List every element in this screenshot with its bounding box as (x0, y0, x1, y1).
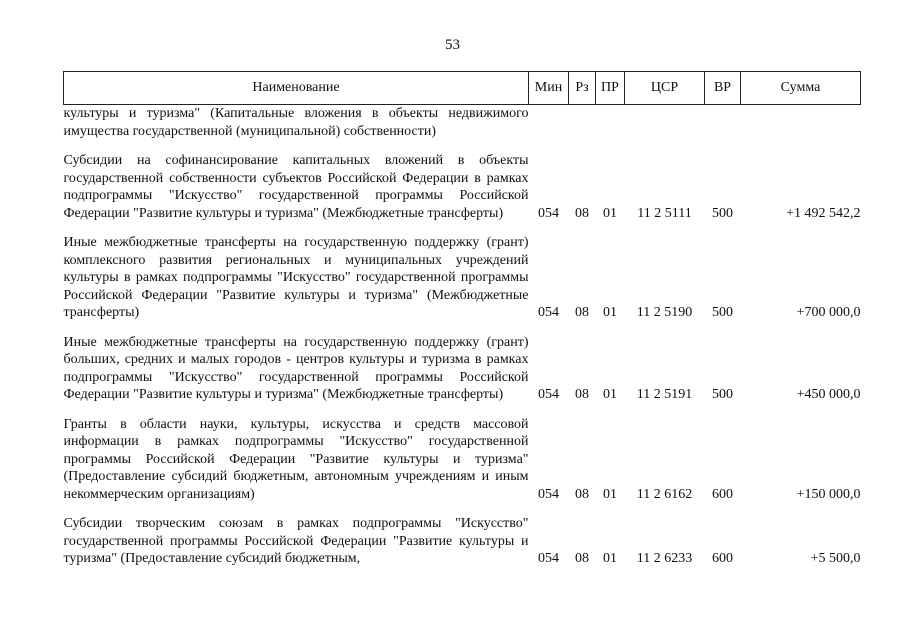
row-rz: 08 (575, 305, 589, 320)
row-sum: +150 000,0 (796, 486, 861, 502)
row-min: 054 (538, 387, 559, 402)
table-row (64, 334, 861, 404)
row-sum: +1 492 542,2 (786, 205, 861, 221)
row-pr: 01 (603, 305, 617, 320)
row-min: 054 (538, 205, 559, 221)
row-rz: 08 (575, 205, 589, 221)
row-vr: 600 (712, 486, 733, 502)
row-rz: 08 (575, 486, 589, 502)
table-row (64, 152, 861, 222)
table-row (64, 234, 861, 322)
row-name: Субсидии творческим союзам в рамках подпрограммы "Искусство" государственной программы Российской Федерации "Развитие культуры и туризма" (Предоставление субсидий бюджетным, (63, 516, 529, 566)
row-pr: 01 (603, 387, 617, 402)
row-csr: 11 2 5191 (636, 387, 693, 402)
header-name: Наименование (64, 72, 529, 105)
row-name: Субсидии на софинансирование капитальных вложений в объекты государственной собственности субъектов Российской Федерации в рамках подпрограммы "Искусство" государственной программы Российской Федерации "Развитие культуры и туризма" (Межбюджетные трансферты) (63, 153, 529, 221)
row-name: Гранты в области науки, культуры, искусства и средств массовой информации в рамках подпрограммы "Искусство" государственной программы Российской Федерации "Развитие культуры и туризма" (Предоставление субсидий бюджетным, автономным учреждениям и иным некоммерческим организациям) (63, 416, 529, 502)
row-csr (625, 105, 705, 141)
row-min: 054 (538, 486, 559, 502)
row-name: культуры и туризма" (Капитальные вложения в объекты недвижимого имущества государственной (муниципальной) собственности) (63, 106, 529, 139)
header-csr: ЦСР (625, 72, 705, 105)
row-name: Иные межбюджетные трансферты на государственную поддержку (грант) комплексного развития региональных и муниципальных учреждений культуры в рамках подпрограммы "Искусство" государственной программы Российской Федерации "Развитие культуры и туризма" (Межбюджетные трансферты) (63, 235, 529, 320)
header-sum: Сумма (741, 72, 861, 105)
row-vr: 500 (712, 305, 733, 320)
row-pr (596, 105, 625, 141)
header-vr: ВР (705, 72, 741, 105)
row-csr: 11 2 5190 (636, 305, 693, 320)
row-pr: 01 (603, 486, 617, 502)
row-pr: 01 (603, 205, 617, 221)
row-csr: 11 2 6162 (636, 486, 693, 502)
row-vr: 500 (712, 205, 733, 221)
header-rz: Рз (569, 72, 596, 105)
header-pr: ПР (596, 72, 625, 105)
table-header-row (64, 72, 861, 105)
row-csr: 11 2 5111 (637, 205, 692, 221)
budget-table (63, 71, 861, 568)
row-sum: +700 000,0 (796, 305, 861, 320)
table-row (64, 416, 861, 504)
row-vr: 500 (712, 387, 733, 402)
row-csr: 11 2 6233 (636, 551, 693, 566)
row-min: 054 (538, 551, 559, 566)
row-sum (741, 105, 861, 141)
row-min: 054 (538, 305, 559, 320)
row-pr: 01 (603, 551, 617, 566)
row-sum: +450 000,0 (796, 387, 861, 402)
table-row (64, 105, 861, 141)
table-row (64, 515, 861, 568)
row-rz: 08 (575, 387, 589, 402)
row-rz: 08 (575, 551, 589, 566)
page-number: 53 (445, 37, 460, 53)
header-min: Мин (529, 72, 569, 105)
row-name: Иные межбюджетные трансферты на государственную поддержку (грант) больших, средних и малых городов - центров культуры и туризма в рамках подпрограммы "Искусство" государственной программы Российской Федерации "Развитие культуры и туризма" (Межбюджетные трансферты) (63, 334, 529, 402)
row-rz (569, 105, 596, 141)
row-vr (705, 105, 741, 141)
row-vr: 600 (712, 551, 733, 566)
row-sum: +5 500,0 (810, 551, 861, 566)
row-min (529, 105, 569, 141)
